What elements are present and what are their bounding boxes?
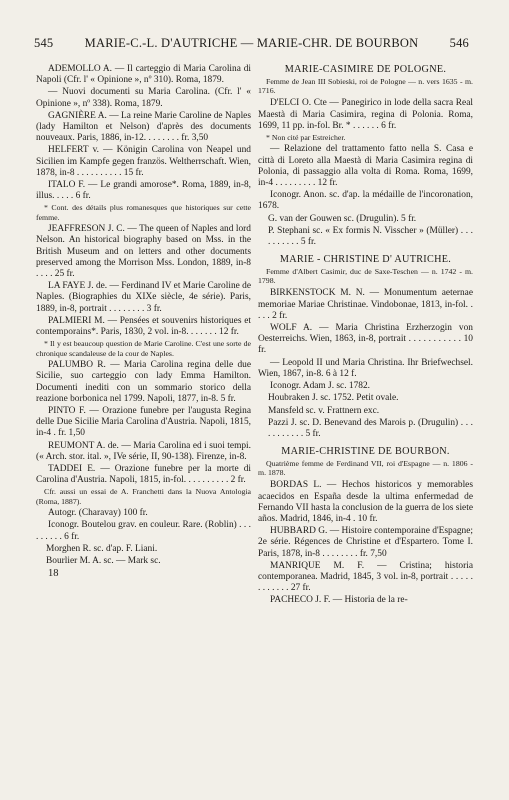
bibliography-entry: PALUMBO R. — Maria Carolina regina delle due Sicilie, suo carteggio con lady Emma Hamilton. Documenti inediti con un sommario storico della reazione borbonica nel 1799. Napoli, 1877, in-8. 5 fr. [36, 360, 251, 404]
section-heading: MARIE-CHRISTINE DE BOURBON. [281, 446, 450, 458]
running-title: MARIE-C.-L. D'AUTRICHE — MARIE-CHR. DE BOURBON [84, 36, 419, 50]
footnote: * Cont. des détails plus romanesques que historiques sur cette femme. [36, 203, 251, 222]
bibliography-entry: GAGNIÈRE A. — La reine Marie Caroline de Naples (lady Hamilton et Nelson) d'après des documents nouveaux. Paris, 1886, in-12. . . . . . . . fr. 3,50 [36, 110, 251, 144]
sub-entry: Pazzi J. sc. D. Benevand des Marois p. (Drugulin) . . . . . . . . . . . 5 fr. [268, 417, 473, 439]
bibliography-entry: REUMONT A. de. — Maria Carolina ed i suoi tempi. (« Arch. stor. ital. », IVe série, II, 90-138). Firenze, in-8. [36, 440, 251, 462]
page-number-right: 546 [449, 36, 469, 50]
sub-entry: Bourlier M. A. sc. — Mark sc. [46, 555, 161, 566]
bibliography-entry: ADEMOLLO A. — Il carteggio di Maria Carolina di Napoli (Cfr. l' « Opinione », nº 310). Roma, 1879. [36, 64, 251, 86]
sub-entry: Houbraken J. sc. 1752. Petit ovale. [268, 393, 399, 404]
left-column [36, 64, 251, 580]
bibliography-entry: HUBBARD G. — Histoire contemporaine d'Espagne; 2e série. Régences de Christine et d'Espartero. Tome I. Paris, 1878, in-8 . . . . . . . . fr. 7,50 [258, 526, 473, 559]
sub-entry: P. Stephani sc. « Ex formis N. Visscher » (Müller) . . . . . . . . . . 5 fr. [268, 225, 473, 247]
bibliography-entry: JEAFFRESON J. C. — The queen of Naples and lord Nelson. An historical biography based on Mss. in the British Museum and on letters and other documents preserved among the Morrison Mss. London, 1889, in-8 . . . . 25 fr. [36, 224, 251, 280]
bibliography-entry: LA FAYE J. de. — Ferdinand IV et Marie Caroline de Naples. (Biographies du XIXe siècle, 4e série). Paris, 1889, in-8, portrait . . . . . . . . 3 fr. [36, 281, 251, 314]
sub-entry: Mansfeld sc. v. Frattnern exc. [268, 405, 380, 416]
footnote: * Non cité par Estreicher. [266, 132, 346, 142]
bibliography-entry: Iconogr. Boutelou grav. en couleur. Rare. (Roblin) . . . . . . . . . 6 fr. [36, 520, 251, 542]
bibliography-entry: D'ELCI O. Cte — Panegirico in lode della sacra Real Maestà di Maria Casimira, regina di Polonia. Roma, 1699, 11 pp. in-fol. Br. * . . . . . . 6 fr. [258, 98, 473, 131]
bibliography-entry: Iconogr. Anon. sc. d'ap. la médaille de l'incoronation, 1678. [258, 190, 473, 212]
bibliography-entry: BIRKENSTOCK M. N. — Monumentum aeternae memoriae Mariae Christinae. Vindobonae, 1813, in-fol. . . . . 2 fr. [258, 288, 473, 321]
bibliography-entry: — Nuovi documenti su Maria Carolina. (Cfr. l' « Opinione », nº 338). Roma, 1879. [36, 87, 251, 109]
bibliography-entry: Iconogr. Adam J. sc. 1782. [270, 381, 370, 392]
section-subheading: Quatrième femme de Ferdinand VII, roi d'Espagne — n. 1806 - m. 1878. [258, 458, 473, 478]
bibliography-entry: BORDAS L. — Hechos historicos y memorables acaecidos en España desde la ultima enfermedad de Fernando VII hasta la conclusion de la guerra de los siete años. Madrid, 1846, in-4 . 10 fr. [258, 480, 473, 525]
bibliography-entry: PACHECO J. F. — Historia de la re- [270, 595, 408, 606]
bibliography-entry: Autogr. (Charavay) 100 fr. [48, 508, 148, 519]
sub-entry: Morghen R. sc. d'ap. F. Liani. [46, 543, 158, 554]
section-heading: MARIE-CASIMIRE DE POLOGNE. [284, 64, 447, 75]
bibliography-entry: TADDEI E. — Orazione funebre per la morte di Carolina d'Austria. Napoli, 1815, in-fol. . . . . . . . . . 2 fr. [36, 463, 251, 486]
bibliography-entry: HELFERT v. — Königin Carolina von Neapel und Sicilien im Kampfe gegen französ. Weltherrschaft. Wien, 1878, in-8 . . . . . . . . . . 15 fr. [36, 145, 251, 178]
bibliography-entry: MANRIQUE M. F. — Cristina; historia contemporanea. Madrid, 1845, 3 vol. in-8, portrait . . . . . . . . . . . . 27 fr. [258, 560, 473, 594]
sub-entry: G. van der Gouwen sc. (Drugulin). 5 fr. [268, 213, 417, 224]
section-subheading: Femme d'Albert Casimir, duc de Saxe-Teschen — n. 1742 - m. 1798. [258, 266, 473, 286]
bibliography-entry: — Leopold II und Maria Christina. Ihr Briefwechsel. Wien, 1867, in-8. 6 à 12 f. [258, 357, 473, 379]
page-number-left: 545 [34, 36, 54, 50]
signature-mark: 18 [48, 568, 59, 580]
running-header [34, 36, 469, 52]
section-heading: MARIE - CHRISTINE D' AUTRICHE. [279, 254, 452, 266]
bibliography-entry: WOLF A. — Maria Christina Erzherzogin von Oesterreichs. Wien, 1863, in-8, portrait . . . . . . . . . . . 10 fr. [258, 323, 473, 356]
bibliography-entry: ITALO F. — Le grandi amorose*. Roma, 1889, in-8, illus. . . . . 6 fr. [36, 180, 251, 202]
footnote: * Il y est beaucoup question de Marie Caroline. C'est une sorte de chronique scandaleuse de la cour de Naples. [36, 339, 251, 358]
footnote: Cfr. aussi un essai de A. Franchetti dans la Nuova Antologia (Roma, 1887). [36, 487, 251, 506]
right-column [258, 64, 473, 608]
bibliography-entry: PINTO F. — Orazione funebre per l'augusta Regina delle Due Sicilie Maria Carolina d'Austria. Napoli, 1815, in-4 . fr. 1,50 [36, 405, 251, 439]
bibliography-entry: — Relazione del trattamento fatto nella S. Casa e città di Loreto alla Maestà di Maria Casimira regina di Polonia, di passaggio alla volta di Roma. Roma, 1699, in-4 . . . . . . . . . 12 fr. [258, 144, 473, 188]
bibliography-entry: PALMIERI M. — Pensées et souvenirs historiques et contemporains*. Paris, 1830, 2 vol. in-8. . . . . . . 12 fr. [36, 315, 251, 338]
section-subheading: Femme de Jean III Sobieski, roi de Pologne — n. vers 1635 - m. 1716. [258, 76, 473, 95]
